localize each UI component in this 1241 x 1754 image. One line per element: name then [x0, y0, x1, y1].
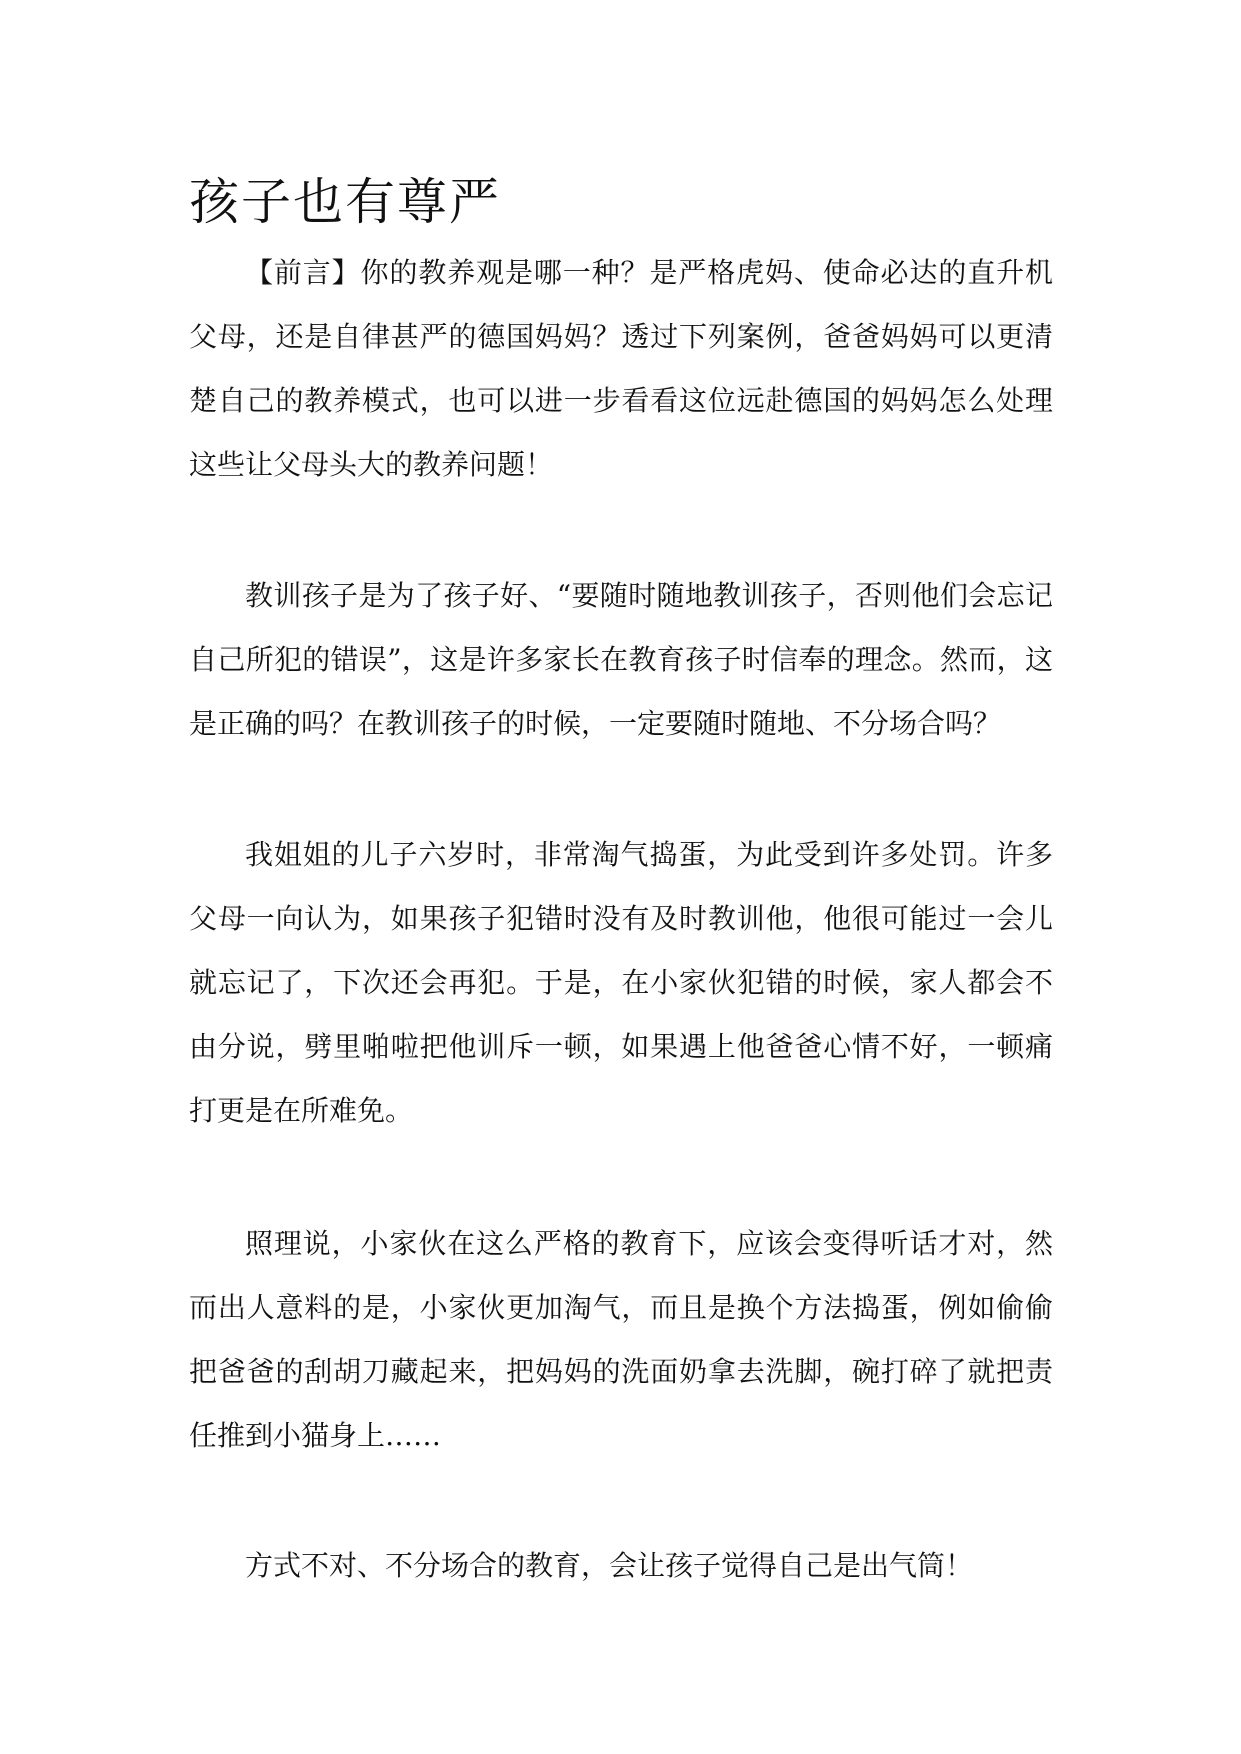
paragraph-preface: 【前言】你的教养观是哪一种？是严格虎妈、使命必达的直升机父母，还是自律甚严的德国妈妈？透过下列案例，爸爸妈妈可以更清楚自己的教养模式，也可以进一步看看这位远赴德国的妈妈怎么处理这些让父母头大的教养问题！ — [189, 256, 1053, 481]
page-title: 孩子也有尊严 — [189, 173, 501, 231]
paragraph-3: 我姐姐的儿子六岁时，非常淘气捣蛋，为此受到许多处罚。许多父母一向认为，如果孩子犯错时没有及时教训他，他很可能过一会儿就忘记了，下次还会再犯。于是，在小家伙犯错的时候，家人都会不由分说，劈里啪啦把他训斥一顿，如果遇上他爸爸心情不好，一顿痛打更是在所难免。 — [189, 838, 1053, 1127]
paragraph-5: 方式不对、不分场合的教育，会让孩子觉得自己是出气筒！ — [245, 1549, 974, 1582]
paragraph-2: 教训孩子是为了孩子好、“要随时随地教训孩子，否则他们会忘记自己所犯的错误”，这是许多家长在教育孩子时信奉的理念。然而，这是正确的吗？在教训孩子的时候，一定要随时随地、不分场合吗？ — [189, 579, 1053, 740]
paragraph-4: 照理说，小家伙在这么严格的教育下，应该会变得听话才对，然而出人意料的是，小家伙更加淘气，而且是换个方法捣蛋，例如偷偷把爸爸的刮胡刀藏起来，把妈妈的洗面奶拿去洗脚，碗打碎了就把责任推到小猫身上…… — [189, 1227, 1053, 1452]
